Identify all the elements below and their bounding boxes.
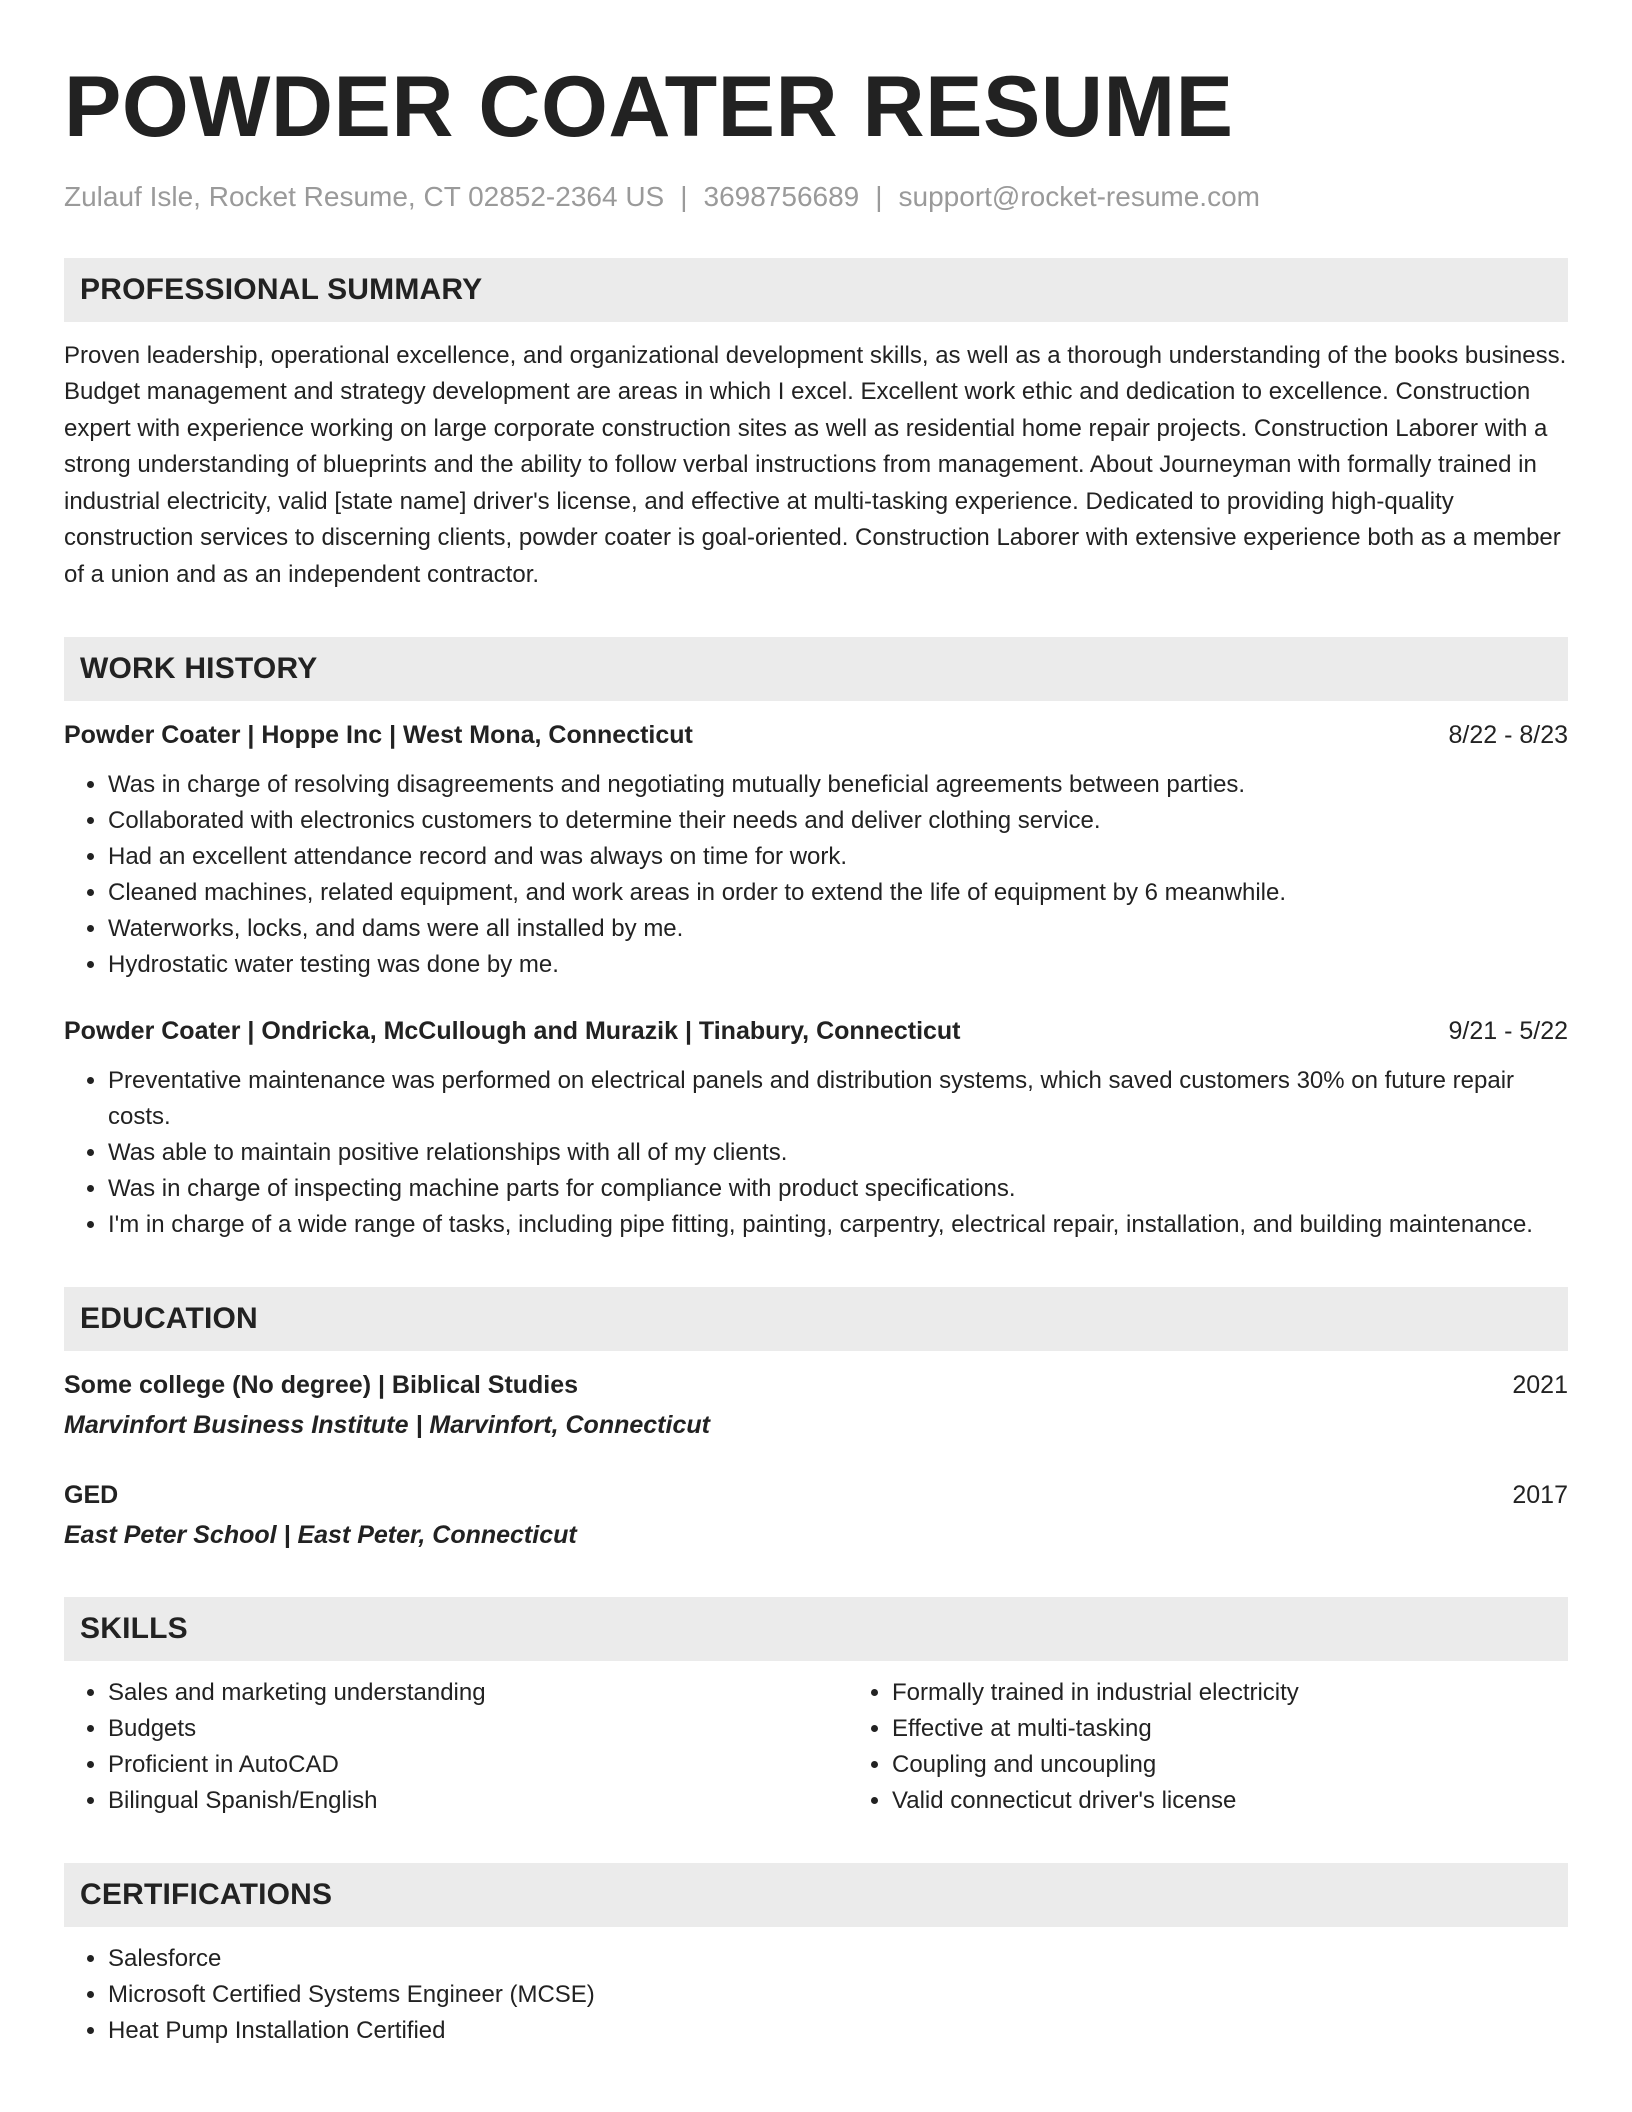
certification-item: • Salesforce <box>108 1941 1568 1977</box>
section-header-education: EDUCATION <box>64 1287 1568 1351</box>
job-bullet: • Had an excellent attendance record and was always on time for work. <box>108 839 1568 875</box>
job-title: Powder Coater | Hoppe Inc | West Mona, Connecticut <box>64 721 693 750</box>
skill-item: • Proficient in AutoCAD <box>108 1747 848 1783</box>
contact-email: support@rocket-resume.com <box>898 181 1260 212</box>
skill-item: • Effective at multi-tasking <box>892 1711 1299 1747</box>
contact-address: Zulauf Isle, Rocket Resume, CT 02852-2364 US <box>64 181 665 212</box>
skills-list-left <box>64 1675 848 1819</box>
certification-item: • Heat Pump Installation Certified <box>108 2013 1568 2049</box>
skills-grid <box>64 1675 1568 1819</box>
job-bullet: • Preventative maintenance was performed on electrical panels and distribution systems, which saved customers 30% on future repair costs. <box>108 1063 1568 1135</box>
education-header <box>64 1477 1568 1513</box>
education-year: 2017 <box>1512 1481 1568 1510</box>
skill-item: • Formally trained in industrial electricity <box>892 1675 1299 1711</box>
section-header-certifications: CERTIFICATIONS <box>64 1863 1568 1927</box>
job-header <box>64 717 1568 753</box>
section-header-work-history: WORK HISTORY <box>64 637 1568 701</box>
skill-item: • Coupling and uncoupling <box>892 1747 1299 1783</box>
education-school: East Peter School | East Peter, Connecticut <box>64 1521 577 1550</box>
skill-item: • Bilingual Spanish/English <box>108 1783 848 1819</box>
education-degree: GED <box>64 1481 119 1510</box>
job-entry <box>64 1013 1568 1243</box>
job-header <box>64 1013 1568 1049</box>
job-bullet: • Cleaned machines, related equipment, and work areas in order to extend the life of equipment by 6 meanwhile. <box>108 875 1568 911</box>
contact-separator: | <box>875 181 883 212</box>
job-dates: 9/21 - 5/22 <box>1448 1017 1568 1046</box>
education-header <box>64 1367 1568 1403</box>
skill-item: • Budgets <box>108 1711 848 1747</box>
job-title: Powder Coater | Ondricka, McCullough and Murazik | Tinabury, Connecticut <box>64 1017 961 1046</box>
contact-line <box>64 180 1568 214</box>
certification-item: • Microsoft Certified Systems Engineer (MCSE) <box>108 1977 1568 2013</box>
education-entry <box>64 1477 1568 1553</box>
contact-phone: 3698756689 <box>703 181 860 212</box>
education-entry <box>64 1367 1568 1443</box>
education-degree: Some college (No degree) | Biblical Studies <box>64 1371 579 1400</box>
resume-title: POWDER COATER RESUME <box>64 59 1234 155</box>
certifications-list <box>64 1941 1568 2049</box>
job-entry <box>64 717 1568 983</box>
summary-text: Proven leadership, operational excellence, and organizational development skills, as well as a thorough understanding of the books business. Budget management and strategy development are areas in which I excel. Excellent work ethic and dedication to excellence. Construction expert with experience working on large corporate construction sites as well as residential home repair projects. Construction Laborer with a strong understanding of blueprints and the ability to follow verbal instructions from management. About Journeyman with formally trained in industrial electricity, valid [state name] driver's license, and effective at multi-tasking experience. Dedicated to providing high-quality construction services to discerning clients, powder coater is goal-oriented. Construction Laborer with extensive experience both as a member of a union and as an independent contractor. <box>64 341 1567 588</box>
job-bullet-list <box>64 1063 1568 1243</box>
section-header-skills: SKILLS <box>64 1597 1568 1661</box>
job-bullet-list <box>64 767 1568 983</box>
job-dates: 8/22 - 8/23 <box>1448 721 1568 750</box>
skill-item: • Valid connecticut driver's license <box>892 1783 1299 1819</box>
skills-list-right <box>848 1675 1299 1819</box>
job-bullet: • Collaborated with electronics customers to determine their needs and deliver clothing service. <box>108 803 1568 839</box>
job-bullet: • Was in charge of resolving disagreements and negotiating mutually beneficial agreements between parties. <box>108 767 1568 803</box>
skill-item: • Sales and marketing understanding <box>108 1675 848 1711</box>
job-bullet: • I'm in charge of a wide range of tasks, including pipe fitting, painting, carpentry, electrical repair, installation, and building maintenance. <box>108 1207 1568 1243</box>
education-year: 2021 <box>1512 1371 1568 1400</box>
section-header-summary: PROFESSIONAL SUMMARY <box>64 258 1568 322</box>
job-bullet: • Was able to maintain positive relationships with all of my clients. <box>108 1135 1568 1171</box>
education-school: Marvinfort Business Institute | Marvinfort, Connecticut <box>64 1411 710 1440</box>
contact-separator: | <box>680 181 688 212</box>
job-bullet: • Was in charge of inspecting machine parts for compliance with product specifications. <box>108 1171 1568 1207</box>
job-bullet: • Waterworks, locks, and dams were all installed by me. <box>108 911 1568 947</box>
job-bullet: • Hydrostatic water testing was done by me. <box>108 947 1568 983</box>
